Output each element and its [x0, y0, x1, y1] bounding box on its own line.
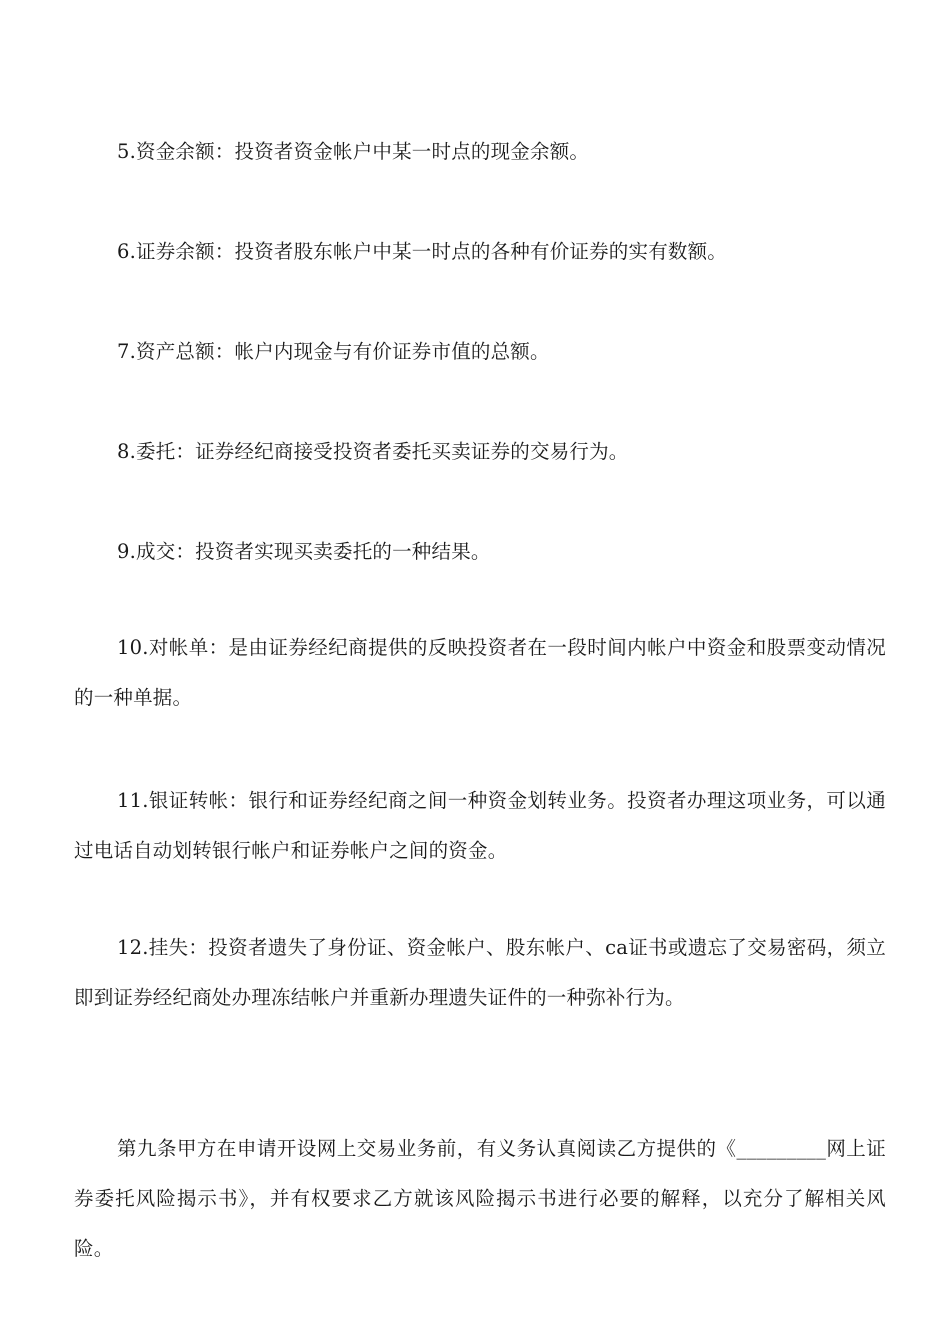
definition-total-assets: 7.资产总额：帐户内现金与有价证券市值的总额。 — [117, 340, 550, 363]
definition-order: 8.委托：证券经纪商接受投资者委托买卖证券的交易行为。 — [117, 440, 629, 463]
definition-cash-balance: 5.资金余额：投资者资金帐户中某一时点的现金余额。 — [117, 140, 590, 163]
definition-statement: 10.对帐单：是由证券经纪商提供的反映投资者在一段时间内帐户中资金和股票变动情况的一种单据。 — [74, 636, 886, 709]
definition-bank-securities-transfer: 11.银证转帐：银行和证券经纪商之间一种资金划转业务。投资者办理这项业务，可以通过电话自动划转银行帐户和证券帐户之间的资金。 — [74, 789, 886, 862]
definition-loss-report: 12.挂失：投资者遗失了身份证、资金帐户、股东帐户、ca证书或遗忘了交易密码，须立即到证券经纪商处办理冻结帐户并重新办理遗失证件的一种弥补行为。 — [74, 936, 886, 1009]
definition-execution: 9.成交：投资者实现买卖委托的一种结果。 — [117, 540, 491, 563]
article-nine: 第九条甲方在申请开设网上交易业务前，有义务认真阅读乙方提供的《_________网上证券委托风险揭示书》，并有权要求乙方就该风险揭示书进行必要的解释，以充分了解相关风险。 — [74, 1137, 886, 1260]
definition-securities-balance: 6.证券余额：投资者股东帐户中某一时点的各种有价证券的实有数额。 — [117, 240, 728, 263]
